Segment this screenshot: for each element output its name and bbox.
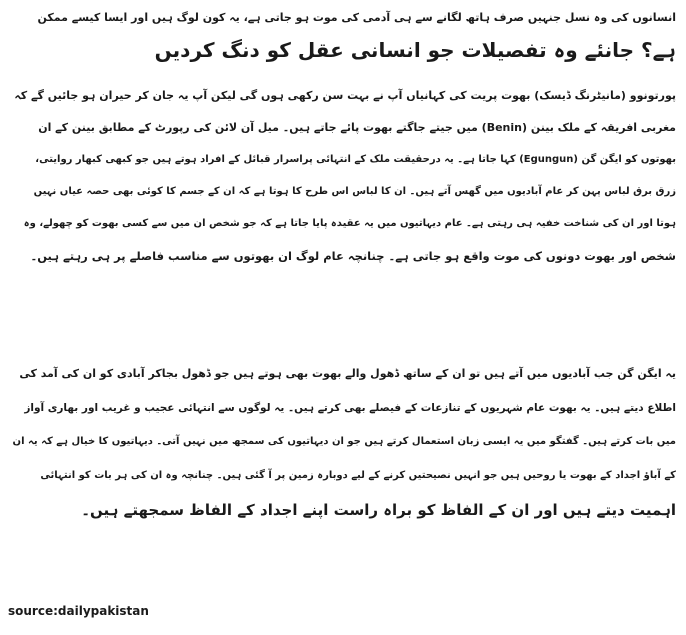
paragraph-line: زرق برق لباس پہن کر عام آبادیوں میں گھس آتے ہیں۔ ان کا لباس اس طرح کا ہوتا ہے کہ ان کے جسم کا کوئی بھی حصہ عیاں نہیں: [33, 186, 676, 197]
paragraph-line: میں بات کرتے ہیں۔ گفتگو میں یہ ایسی زبان استعمال کرتے ہیں جو ان دیہاتیوں کی سمجھ میں نہیں آتی۔ دیہاتیوں کا خیال ہے کہ یہ ان: [12, 436, 676, 447]
paragraph-line: یہ ایگن گن جب آبادیوں میں آتے ہیں تو ان کے ساتھ ڈھول والے بھوت بھی ہوتے ہیں جو ڈھول بجاکر آبادی کو ان کی آمد کی: [19, 367, 676, 380]
headline-line: انسانوں کی وہ نسل جنہیں صرف ہاتھ لگانے سے ہی آدمی کی موت ہو جاتی ہے، یہ کون لوگ ہیں اور ایسا کیسے ممکن: [37, 11, 676, 24]
paragraph-line: کے آباؤ اجداد کے بھوت یا روحیں ہیں جو انہیں نصیحتیں کرنے کے لیے دوبارہ زمین پر آ گئی ہیں۔ چنانچہ وہ ان کی ہر بات کو انتہائی: [40, 470, 676, 481]
paragraph-line: پورتونوو (مانیٹرنگ ڈیسک) بھوت پریت کی کہانیاں آپ نے بہت سن رکھی ہوں گی لیکن آپ یہ جان کر حیران ہو جائیں گے کہ: [14, 89, 676, 102]
paragraph-line: مغربی افریقہ کے ملک بینن (Benin) میں جیتے جاگتے بھوت پائے جاتے ہیں۔ میل آن لائن کی رپورٹ کے مطابق بینن کے ان: [38, 121, 676, 134]
paragraph-line: بھوتوں کو ایگن گن (Egungun) کہا جاتا ہے۔ یہ درحقیقت ملک کے انتہائی پراسرار قبائل کے افراد ہوتے ہیں جو کبھی کبھار روایتی،: [35, 154, 676, 165]
headline-line: ہے؟ جانئے وہ تفصیلات جو انسانی عقل کو دنگ کردیں: [154, 38, 676, 62]
paragraph-line: شخص اور بھوت دونوں کی موت واقع ہو جاتی ہے۔ چنانچہ عام لوگ ان بھوتوں سے مناسب فاصلے پر ہی رہتے ہیں۔: [30, 249, 676, 263]
article: [10, 0, 676, 635]
paragraph-line: ہوتا اور ان کی شناخت خفیہ ہی رہتی ہے۔ عام دیہاتیوں میں یہ عقیدہ پایا جاتا ہے کہ جو شخص ان میں سے کسی بھوت کو چھولے، وہ: [23, 218, 676, 229]
source-credit: source:dailypakistan: [8, 604, 149, 618]
paragraph-line: اطلاع دیتے ہیں۔ یہ بھوت عام شہریوں کے تنازعات کے فیصلے بھی کرتے ہیں۔ یہ لوگوں سے انتہائی عجیب و غریب اور بھاری آواز: [24, 402, 676, 414]
paragraph-line: اہمیت دیتے ہیں اور ان کے الفاظ کو براہ راست اپنے اجداد کے الفاظ سمجھتے ہیں۔: [81, 501, 676, 519]
